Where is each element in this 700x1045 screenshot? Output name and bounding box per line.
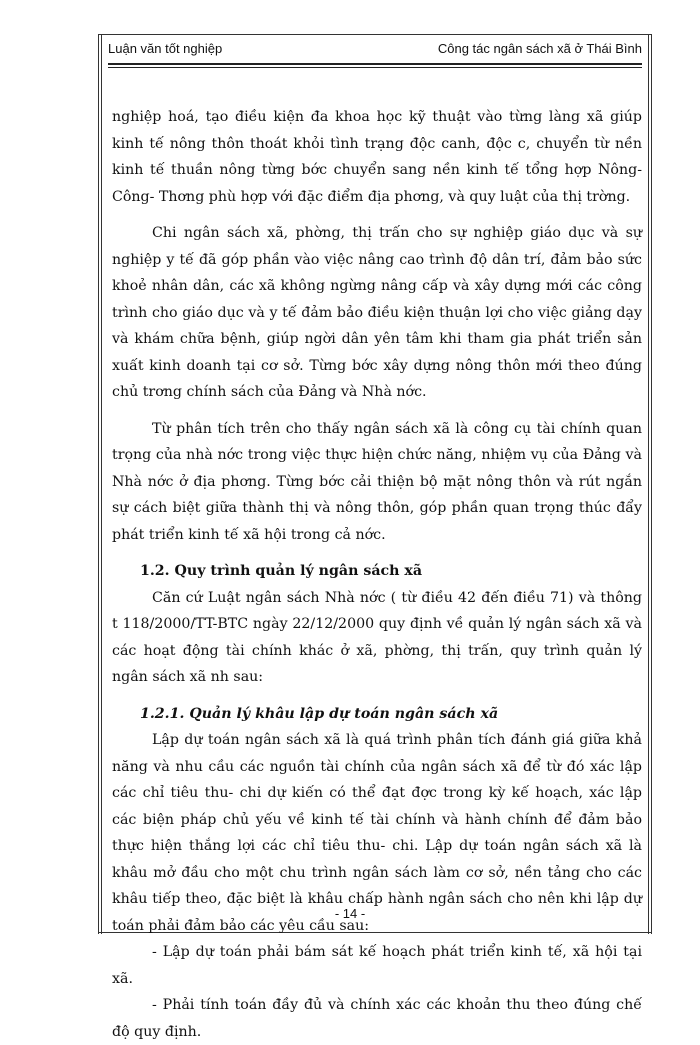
header-rule-thin bbox=[108, 67, 642, 68]
bullet-item: - Phải tính toán đầy đủ và chính xác các khoản thu theo đúng chế độ quy định. bbox=[112, 997, 642, 1040]
page-border-top bbox=[98, 34, 652, 35]
section-heading: 1.2. Quy trình quản lý ngân sách xã bbox=[140, 563, 423, 579]
subsection-paragraph: Lập dự toán ngân sách xã là quá trình phân tích đánh giá giữa khả năng và nhu cầu các nguồn tài chính của ngân sách xã để từ đó xác lập các chỉ tiêu thu- chi dự kiến có thể đạt đợc trong kỳ kế hoạch, xác lập các biện pháp chủ yếu về kinh tế tài chính và hành chính để đảm bảo thực hiện thắng lợi các chỉ tiêu thu- chi. Lập dự toán ngân sách xã là khâu mở đầu cho một chu trình ngân sách làm cơ sở, nền tảng cho các khâu tiếp theo, đặc biệt là khâu chấp hành ngân sách cho nên khi lập dự toán phải đảm bảo các yêu cầu sau: bbox=[112, 732, 642, 934]
subsection-heading: 1.2.1. Quản lý khâu lập dự toán ngân sách xã bbox=[140, 705, 499, 722]
page-number: - 14 - bbox=[334, 906, 366, 921]
bullet-item: - Lập dự toán phải bám sát kế hoạch phát triển kinh tế, xã hội tại xã. bbox=[112, 944, 642, 987]
page-content bbox=[112, 104, 642, 1045]
header-left-title: Luận văn tốt nghiệp bbox=[108, 41, 223, 56]
header-right-title: Công tác ngân sách xã ở Thái Bình bbox=[437, 41, 642, 56]
page-header bbox=[108, 41, 642, 61]
paragraph-education-health: Chi ngân sách xã, phờng, thị trấn cho sự nghiệp giáo dục và sự nghiệp y tế đã góp phần vào việc nâng cao trình độ dân trí, đảm bảo sức khoẻ nhân dân, các xã không ngừng nâng cấp và xây dựng mới các công trình cho giáo dục và y tế đảm bảo điều kiện thuận lợi cho việc giảng dạy và khám chữa bệnh, giúp ngời dân yên tâm khi tham gia phát triển sản xuất kinh doanh tại cơ sở. Từng bớc xây dựng nông thôn mới theo đúng chủ trơng chính sách của Đảng và Nhà nớc. bbox=[112, 225, 642, 400]
header-rule bbox=[108, 63, 642, 65]
paragraph-conclusion: Từ phân tích trên cho thấy ngân sách xã là công cụ tài chính quan trọng của nhà nớc trong việc thực hiện chức năng, nhiệm vụ của Đảng và Nhà nớc ở địa phơng. Từng bớc cải thiện bộ mặt nông thôn và rút ngắn sự cách biệt giữa thành thị và nông thôn, góp phần quan trọng thúc đẩy phát triển kinh tế xã hội trong cả nớc. bbox=[112, 420, 642, 543]
paragraph-continuation: nghiệp hoá, tạo điều kiện đa khoa học kỹ thuật vào từng làng xã giúp kinh tế nông thôn thoát khỏi tình trạng độc canh, độc c, chuyển từ nền kinh tế thuần nông từng bớc chuyển sang nền kinh tế tổng hợp Nông- Công- Thơng phù hợp với đặc điểm địa phơng, và quy luật của thị trờng. bbox=[112, 109, 642, 205]
section-paragraph: Căn cứ Luật ngân sách Nhà nớc ( từ điều 42 đến điều 71) và thông t 118/2000/TT-BTC ngày 22/12/2000 quy định về quản lý ngân sách xã và các hoạt động tài chính khác ở xã, phờng, thị trấn, quy trình quản lý ngân sách xã nh sau: bbox=[112, 589, 642, 685]
